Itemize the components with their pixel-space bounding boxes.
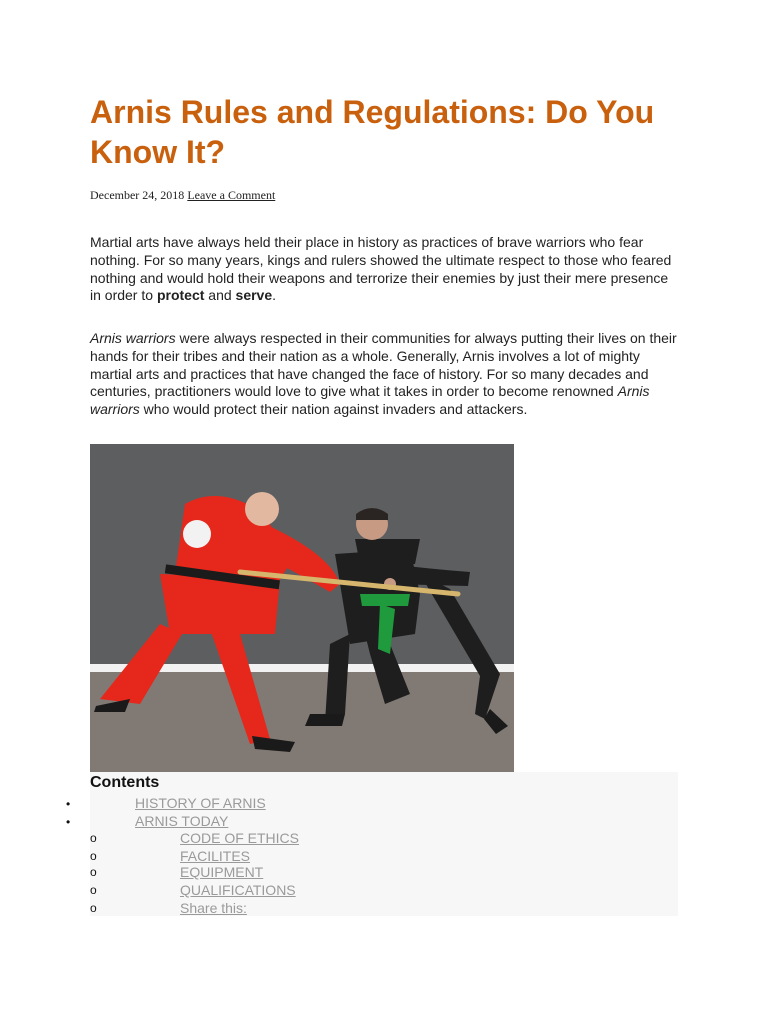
toc-sub-bullet: o xyxy=(90,865,97,879)
second-text-1: were always respected in their communities for always putting their lives on their hands for their tribes and their nation as a whole. Generally, Arnis involves a lot of mighty martial arts and practices that have changed the face of history. For so many decades and centuries, practitioners would love to give what it takes in order to become renowned xyxy=(90,330,677,400)
intro-text: Martial arts have always held their place in history as practices of brave warriors who fear nothing. For so many years, kings and rulers showed the ultimate respect to those who feared nothing and would hold their weapons and terrorize their enemies by just their mere presence in order to xyxy=(90,234,672,304)
em-arnis-warriors-2: Arnis warriors xyxy=(90,383,650,418)
second-paragraph xyxy=(90,330,680,419)
article-title: Arnis Rules and Regulations: Do You Know It? xyxy=(90,94,655,170)
toc-link-share-this[interactable]: Share this: xyxy=(180,900,247,916)
toc-link-code-of-ethics[interactable]: CODE OF ETHICS xyxy=(180,830,300,846)
toc-bullet: • xyxy=(66,797,71,811)
toc-link-qualifications[interactable]: QUALIFICATIONS xyxy=(180,882,296,898)
arnis-sparring-photo xyxy=(90,444,514,772)
intro-and: and xyxy=(204,287,236,304)
toc-link-arnis-today[interactable]: ARNIS TODAY xyxy=(135,813,229,829)
toc-bullet: • xyxy=(66,815,71,829)
toc-link-history-of-arnis[interactable]: HISTORY OF ARNIS xyxy=(135,795,266,811)
toc-link-equipment[interactable]: EQUIPMENT xyxy=(180,864,264,880)
post-date: December 24, 2018 xyxy=(90,188,185,202)
leave-comment-link[interactable]: Leave a Comment xyxy=(187,188,276,202)
bold-protect: protect xyxy=(156,287,205,304)
table-of-contents xyxy=(66,772,678,916)
toc-sub-bullet: o xyxy=(90,831,97,845)
toc-sub-bullet: o xyxy=(90,901,97,915)
toc-title: Contents xyxy=(90,774,160,791)
intro-period: . xyxy=(272,287,277,304)
photo-illustration xyxy=(90,444,514,772)
em-arnis-warriors-1: Arnis warriors xyxy=(90,330,176,346)
second-text-2: who would protect their nation against invaders and attackers. xyxy=(139,401,528,418)
intro-paragraph xyxy=(90,234,680,305)
toc-sub-bullet: o xyxy=(90,849,97,863)
post-meta xyxy=(90,188,275,203)
toc-sub-bullet: o xyxy=(90,883,97,897)
bold-serve: serve xyxy=(235,287,273,304)
toc-link-facilites[interactable]: FACILITES xyxy=(180,848,251,864)
